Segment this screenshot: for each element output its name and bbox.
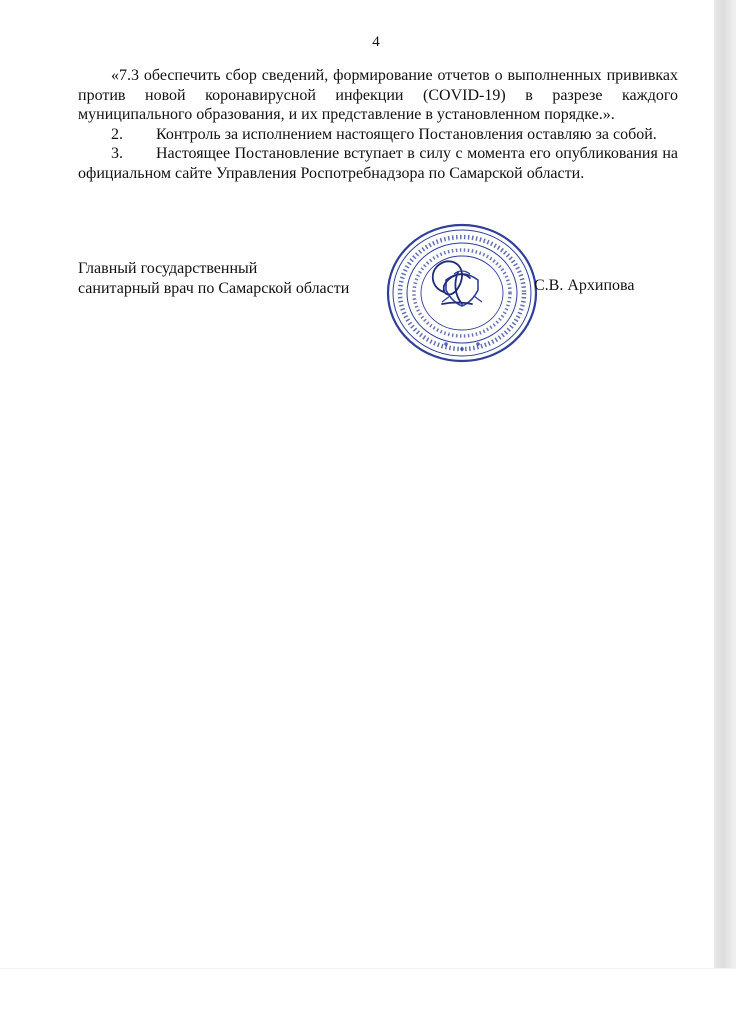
- paragraph-number: 3.: [111, 145, 123, 162]
- paragraph-text: Настоящее Постановление вступает в силу с момента его опубликования на официальном сайте Управления Роспотребнадзора по Самарской области.: [78, 145, 678, 182]
- signatory-title-line-1: Главный государственный: [78, 260, 258, 277]
- paragraph-7-3: [78, 66, 678, 125]
- paragraph-text: «7.3 обеспечить сбор сведений, формирование отчетов о выполненных прививках против новой коронавирусной инфекции (COVID-19) в разрезе каждого муниципального образования, и их представление в установленном порядке.».: [78, 67, 678, 123]
- signatory-name: С.В. Архипова: [534, 277, 635, 294]
- signatory-title: [78, 259, 349, 299]
- page-number: 4: [372, 34, 380, 50]
- scan-bottom-strip: [0, 968, 736, 1025]
- signatory-title-line-2: санитарный врач по Самарской области: [78, 280, 350, 297]
- handwritten-signature-icon: [433, 261, 472, 304]
- paragraph-2: [78, 125, 678, 145]
- document-body: [78, 66, 678, 183]
- paragraph-number: 2.: [111, 125, 123, 143]
- paragraph-text: Контроль за исполнением настоящего Постановления оставляю за собой.: [156, 125, 657, 143]
- official-seal-icon: [384, 222, 540, 364]
- scan-page-edge: [714, 0, 736, 1024]
- paragraph-3: [78, 144, 678, 183]
